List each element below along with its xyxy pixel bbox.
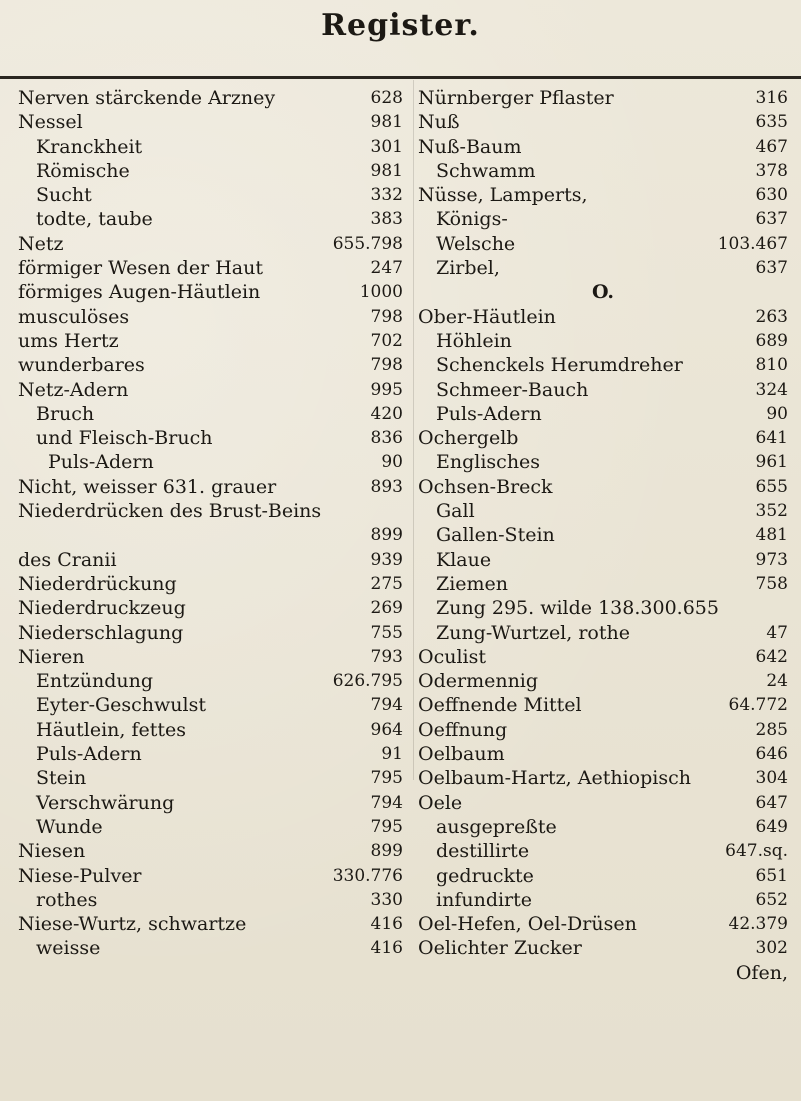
index-entry (18, 693, 403, 717)
index-entry (18, 183, 403, 207)
index-entry (18, 742, 403, 766)
index-entry (418, 548, 788, 572)
page-reference: 893 (370, 476, 403, 497)
page-reference: 899 (370, 525, 403, 546)
index-entry (418, 791, 788, 815)
entry-term: Puls-Adern (436, 402, 542, 425)
page-reference: 652 (755, 889, 788, 910)
index-entry (418, 159, 788, 183)
index-entry (418, 499, 788, 523)
entry-term: Sucht (36, 184, 92, 207)
page-header: Register. (321, 8, 480, 43)
page-reference: 793 (370, 646, 403, 667)
entry-term: Eyter-Geschwulst (36, 694, 206, 717)
entry-term: Ochergelb (418, 427, 519, 450)
page-reference: 332 (370, 185, 403, 206)
index-entry (18, 159, 403, 183)
entry-term: Nuß (418, 111, 460, 134)
page-reference: 302 (755, 938, 788, 959)
entry-term: Oeffnung (418, 718, 508, 741)
index-entry (418, 207, 788, 231)
page-reference: 304 (755, 768, 788, 789)
page-reference: 651 (755, 865, 788, 886)
entry-term: destillirte (436, 840, 530, 863)
entry-term: todte, taube (36, 208, 153, 231)
entry-term: Gallen-Stein (436, 524, 555, 547)
page-reference: 269 (370, 598, 403, 619)
page-reference: 64.772 (728, 695, 788, 716)
page-reference: 794 (370, 695, 403, 716)
index-entry (418, 839, 788, 863)
entry-term: Niederschlagung (18, 621, 184, 644)
entry-term: gedruckte (436, 864, 534, 887)
page-reference: 794 (370, 792, 403, 813)
index-entry (18, 353, 403, 377)
index-entry (18, 839, 403, 863)
page-reference: 416 (370, 938, 403, 959)
index-entry (418, 572, 788, 596)
entry-term: Nürnberger Pflaster (418, 87, 614, 109)
entry-term: Häutlein, fettes (36, 718, 187, 741)
entry-term: Oculist (418, 645, 486, 668)
entry-term: Oelbaum-Hartz, Aethiopisch (418, 767, 691, 790)
index-entry (418, 232, 788, 256)
index-entry (18, 864, 403, 888)
index-entry (18, 305, 403, 329)
entry-term: Schenckels Herumdreher (436, 354, 683, 377)
entry-term: weisse (36, 937, 101, 960)
entry-term: Römische (36, 159, 130, 182)
index-entry (418, 936, 788, 960)
entry-term: Zung-Wurtzel, rothe (436, 621, 630, 644)
page-reference: 275 (370, 573, 403, 594)
header-rule (0, 76, 801, 79)
entry-term: Zirbel, (436, 257, 500, 280)
index-entry (418, 669, 788, 693)
index-entry (418, 183, 788, 207)
entry-term: rothes (36, 888, 98, 911)
page-reference: 90 (381, 452, 403, 473)
index-entry (18, 426, 403, 450)
page-reference: 981 (370, 160, 403, 181)
page-reference: 939 (370, 549, 403, 570)
page-reference: 263 (755, 306, 788, 327)
index-entry (18, 548, 403, 572)
index-entry (418, 329, 788, 353)
index-entry (418, 888, 788, 912)
page-reference: 702 (370, 330, 403, 351)
index-entry (18, 766, 403, 790)
index-entry (18, 450, 403, 474)
entry-term: ums Hertz (18, 329, 119, 352)
page-reference: 755 (370, 622, 403, 643)
index-entry (418, 864, 788, 888)
page-reference: 689 (755, 330, 788, 351)
page-reference: 416 (370, 914, 403, 935)
index-entry (18, 621, 403, 645)
index-entry (18, 378, 403, 402)
index-entry (18, 86, 403, 110)
index-entry (18, 135, 403, 159)
page-reference: 655.798 (332, 233, 403, 254)
index-entry (418, 718, 788, 742)
right-column (418, 86, 788, 985)
entry-term: Netz (18, 232, 64, 255)
index-entry (418, 450, 788, 474)
entry-term: Nessel (18, 111, 83, 134)
entry-term: Klaue (436, 548, 492, 571)
index-entry (418, 280, 788, 304)
page-reference: 103.467 (717, 233, 788, 254)
entry-term: Nieren (18, 645, 85, 668)
page-reference: 378 (755, 160, 788, 181)
page-reference: 301 (370, 136, 403, 157)
entry-term: Niederdruckzeug (18, 597, 186, 620)
page-reference: 42.379 (728, 914, 788, 935)
page-reference: 47 (766, 622, 788, 643)
page-reference: 795 (370, 816, 403, 837)
entry-term: Schwamm (436, 159, 536, 182)
index-entry (418, 815, 788, 839)
page-reference: 649 (755, 816, 788, 837)
page-reference: 810 (755, 355, 788, 376)
page-reference: 642 (755, 646, 788, 667)
index-entry (418, 693, 788, 717)
entry-term: Wunde (36, 815, 103, 838)
index-entry (418, 256, 788, 280)
page-reference: 655 (755, 476, 788, 497)
index-entry (18, 280, 403, 304)
entry-term: Zung 295. wilde 138.300.655 (436, 597, 719, 620)
entry-term: Nüsse, Lamperts, (418, 184, 588, 207)
index-entry (418, 110, 788, 134)
entry-term: Oele (418, 791, 463, 814)
page-reference: 836 (370, 428, 403, 449)
page-reference: 324 (755, 379, 788, 400)
page-reference: 798 (370, 306, 403, 327)
entry-term: Höhlein (436, 329, 512, 352)
entry-term: förmiges Augen-Häutlein (18, 281, 261, 304)
page-reference: 330.776 (332, 865, 403, 886)
index-entry (18, 232, 403, 256)
index-entry (18, 912, 403, 936)
page-reference: 626.795 (332, 671, 403, 692)
index-entry (418, 961, 788, 985)
index-entry (418, 135, 788, 159)
index-entry (18, 523, 403, 547)
index-entry (418, 378, 788, 402)
index-entry (18, 572, 403, 596)
entry-term: förmiger Wesen der Haut (18, 257, 263, 280)
entry-term: wunderbares (18, 354, 145, 377)
page-reference: 758 (755, 573, 788, 594)
entry-term: Entzündung (36, 670, 154, 693)
index-entry (418, 645, 788, 669)
index-entry (18, 888, 403, 912)
entry-term: Welsche (436, 232, 516, 255)
index-entry (18, 718, 403, 742)
index-entry (418, 742, 788, 766)
entry-term: und Fleisch-Bruch (36, 427, 213, 450)
entry-term: Ober-Häutlein (418, 305, 556, 328)
page-reference: 420 (370, 403, 403, 424)
page-reference: 285 (755, 719, 788, 740)
index-entry (18, 499, 403, 523)
page-reference: 637 (755, 258, 788, 279)
index-entry (18, 329, 403, 353)
entry-term: Gall (436, 500, 475, 523)
left-column (18, 86, 403, 961)
entry-term: Puls-Adern (36, 743, 142, 766)
page-reference: 647.sq. (725, 841, 788, 862)
entry-term: Verschwärung (36, 791, 175, 814)
page-reference: 961 (755, 452, 788, 473)
page-reference: 628 (370, 88, 403, 108)
entry-term: Puls-Adern (48, 451, 154, 474)
index-entry (418, 475, 788, 499)
entry-term: Niederdrücken des Brust-Beins (18, 500, 322, 523)
entry-term: Bruch (36, 402, 95, 425)
entry-term: Niese-Wurtz, schwartze (18, 913, 247, 936)
entry-term: Ochsen-Breck (418, 475, 553, 498)
index-entry (18, 402, 403, 426)
page-reference: 646 (755, 744, 788, 765)
index-entry (18, 815, 403, 839)
index-entry (18, 207, 403, 231)
entry-term: Königs- (436, 208, 508, 231)
index-entry (18, 669, 403, 693)
index-entry (418, 523, 788, 547)
entry-term: Oel-Hefen, Oel-Drüsen (418, 913, 637, 936)
index-entry (18, 645, 403, 669)
entry-term: Nicht, weisser 631. grauer (18, 475, 277, 498)
page-reference: 981 (370, 112, 403, 133)
page-reference: 795 (370, 768, 403, 789)
page-reference: 899 (370, 841, 403, 862)
page-reference: 24 (766, 671, 788, 692)
index-entry (18, 936, 403, 960)
entry-term: Nuß-Baum (418, 135, 522, 158)
page-reference: 647 (755, 792, 788, 813)
entry-term: Niesen (18, 840, 86, 863)
column-divider (413, 80, 414, 780)
index-entry (418, 353, 788, 377)
page-reference: 91 (381, 744, 403, 765)
entry-term: Schmeer-Bauch (436, 378, 589, 401)
page-reference: 383 (370, 209, 403, 230)
section-letter: O. (591, 281, 615, 304)
page-reference: 641 (755, 428, 788, 449)
index-entry (418, 596, 788, 620)
index-entry (18, 475, 403, 499)
page-reference: 630 (755, 185, 788, 206)
index-entry (418, 426, 788, 450)
entry-term: musculöses (18, 305, 130, 328)
index-entry (418, 402, 788, 426)
entry-term: Odermennig (418, 670, 539, 693)
entry-term: Niese-Pulver (18, 864, 142, 887)
entry-term: Oelichter Zucker (418, 937, 582, 960)
index-entry (418, 621, 788, 645)
page-reference: 352 (755, 501, 788, 522)
entry-term: des Cranii (18, 548, 117, 571)
index-entry (18, 256, 403, 280)
entry-term: Oelbaum (418, 743, 505, 766)
page-reference: 798 (370, 355, 403, 376)
page-reference: 481 (755, 525, 788, 546)
entry-term: Englisches (436, 451, 541, 474)
entry-term: Oeffnende Mittel (418, 694, 582, 717)
page-reference: 330 (370, 889, 403, 910)
page-reference: 316 (755, 88, 788, 108)
page-reference: 995 (370, 379, 403, 400)
catchword: Ofen, (735, 961, 788, 984)
index-entry (418, 86, 788, 110)
index-entry (418, 766, 788, 790)
page-reference: 635 (755, 112, 788, 133)
index-entry (18, 596, 403, 620)
entry-term: infundirte (436, 888, 533, 911)
entry-term: ausgepreßte (436, 815, 557, 838)
index-entry (18, 791, 403, 815)
page-reference: 637 (755, 209, 788, 230)
index-entry (418, 305, 788, 329)
entry-term: Netz-Adern (18, 378, 129, 401)
index-entry (418, 912, 788, 936)
page-reference: 467 (755, 136, 788, 157)
page-reference: 973 (755, 549, 788, 570)
page-reference: 1000 (359, 282, 403, 303)
entry-term: Ziemen (436, 572, 509, 595)
entry-term: Kranckheit (36, 135, 143, 158)
entry-term: Nerven stärckende Arzney (18, 87, 276, 109)
index-entry (18, 110, 403, 134)
page-reference: 247 (370, 258, 403, 279)
entry-term: Stein (36, 767, 87, 790)
entry-term: Niederdrückung (18, 572, 177, 595)
page-reference: 90 (766, 403, 788, 424)
page-reference: 964 (370, 719, 403, 740)
